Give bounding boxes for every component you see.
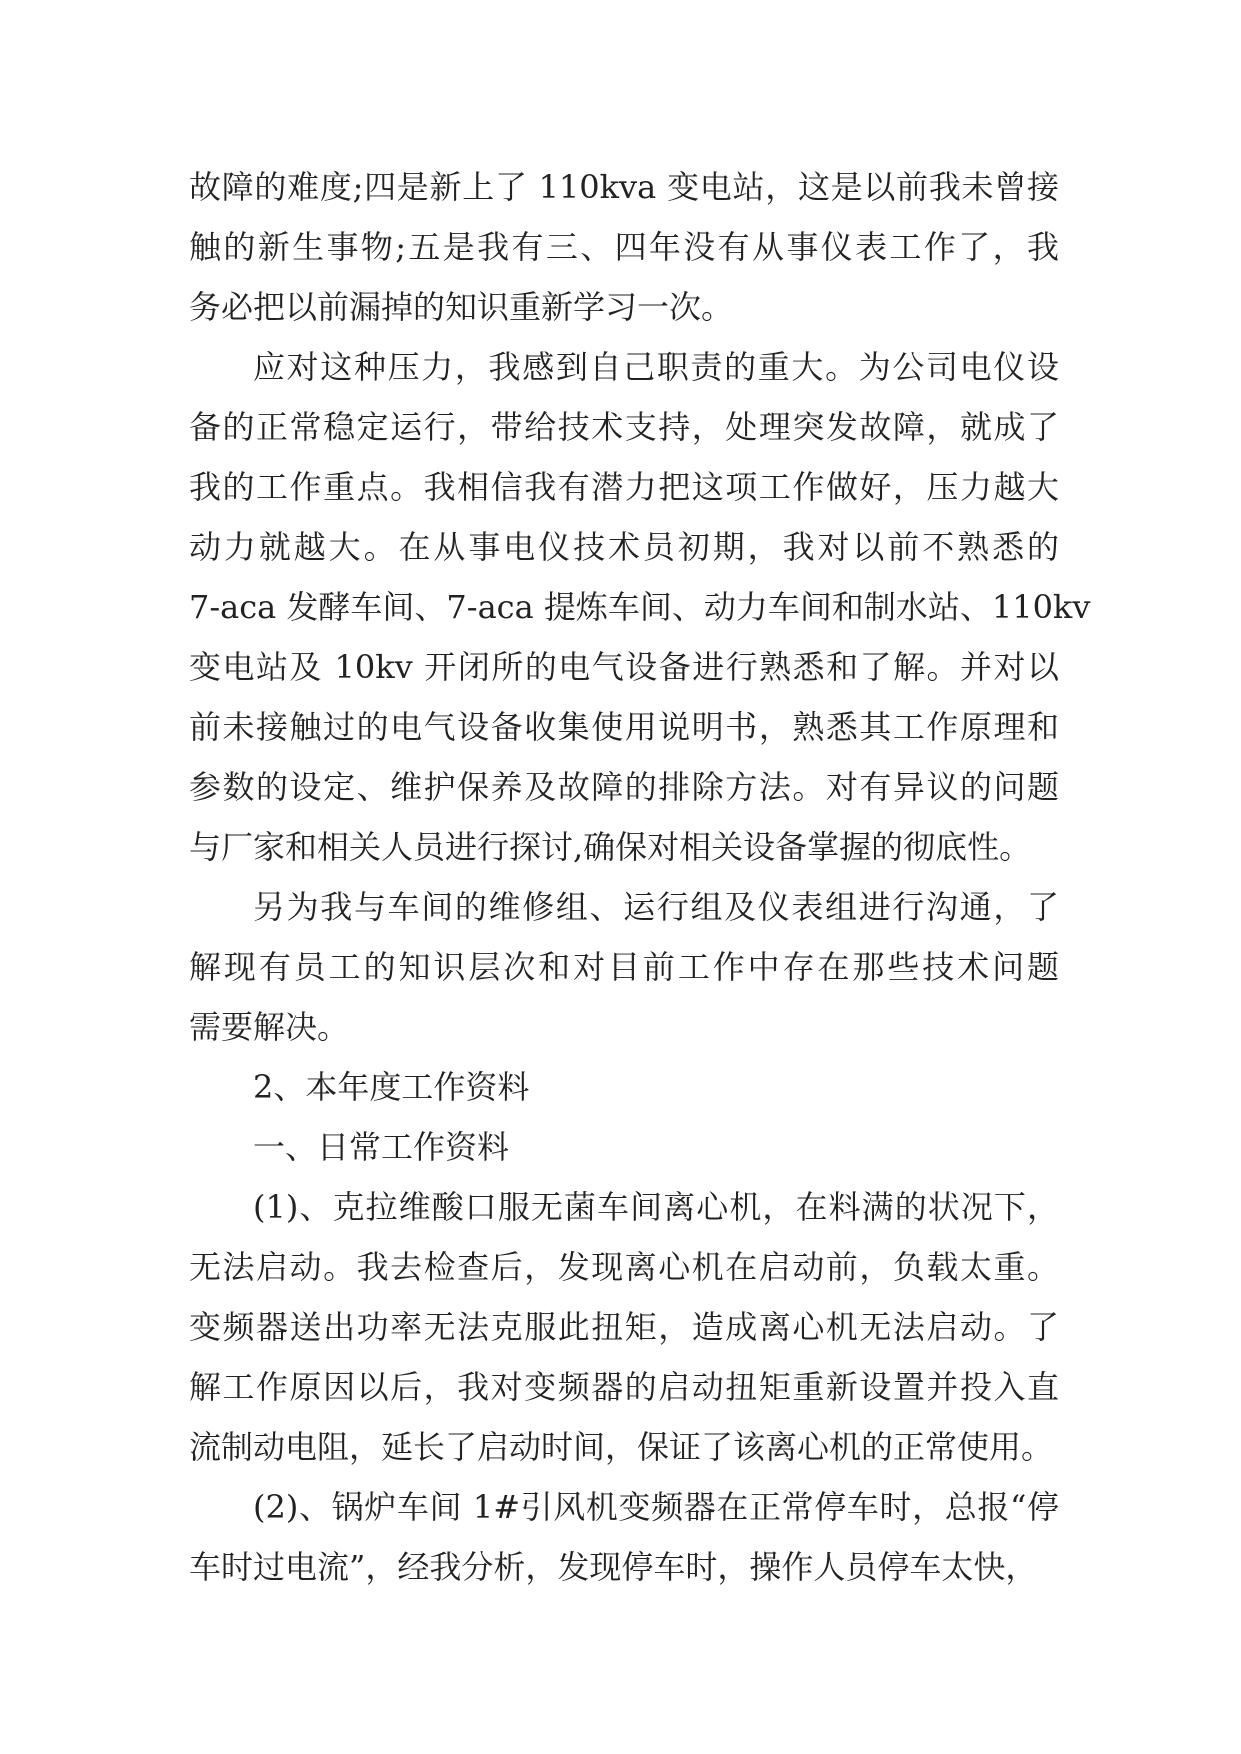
text-line: (1)、克拉维酸口服无菌车间离心机，在料满的状况下，	[253, 1188, 1059, 1226]
text-line: 需要解决。	[189, 1008, 350, 1046]
text-line: 应对这种压力，我感到自己职责的重大。为公司电仪设	[253, 348, 1059, 386]
text-line: 一、日常工作资料	[253, 1128, 510, 1166]
text-line: 2、本年度工作资料	[253, 1068, 530, 1106]
text-line: 无法启动。我去检查后，发现离心机在启动前，负载太重。	[189, 1248, 1059, 1286]
text-line: 另为我与车间的维修组、运行组及仪表组进行沟通，了	[253, 888, 1059, 926]
text-line: 前未接触过的电气设备收集使用说明书，熟悉其工作原理和	[189, 708, 1059, 746]
text-line: 流制动电阻，延长了启动时间，保证了该离心机的正常使用。	[189, 1428, 1054, 1466]
text-line: 备的正常稳定运行，带给技术支持，处理突发故障，就成了	[189, 408, 1059, 446]
text-line: 故障的难度;四是新上了 110kva 变电站，这是以前我未曾接	[189, 168, 1059, 206]
text-line: 务必把以前漏掉的知识重新学习一次。	[189, 288, 734, 326]
text-line: 解工作原因以后，我对变频器的启动扭矩重新设置并投入直	[189, 1368, 1059, 1406]
text-line: 变电站及 10kv 开闭所的电气设备进行熟悉和了解。并对以	[189, 648, 1059, 686]
text-line: (2)、锅炉车间 1#引风机变频器在正常停车时，总报“停	[253, 1488, 1059, 1526]
text-line: 变频器送出功率无法克服此扭矩，造成离心机无法启动。了	[189, 1308, 1059, 1346]
text-line: 我的工作重点。我相信我有潜力把这项工作做好，压力越大	[189, 468, 1059, 506]
text-line: 车时过电流”，经我分析，发现停车时，操作人员停车太快，	[189, 1548, 1038, 1586]
text-line: 参数的设定、维护保养及故障的排除方法。对有异议的问题	[189, 768, 1059, 806]
text-line: 触的新生事物;五是我有三、四年没有从事仪表工作了，我	[189, 228, 1059, 266]
text-line: 与厂家和相关人员进行探讨,确保对相关设备掌握的彻底性。	[189, 828, 1032, 866]
text-line: 解现有员工的知识层次和对目前工作中存在那些技术问题	[189, 948, 1059, 986]
body-text	[189, 157, 1091, 1597]
text-line: 7-aca 发酵车间、7-aca 提炼车间、动力车间和制水站、110kv	[189, 588, 1091, 626]
text-line: 动力就越大。在从事电仪技术员初期，我对以前不熟悉的	[189, 528, 1059, 566]
